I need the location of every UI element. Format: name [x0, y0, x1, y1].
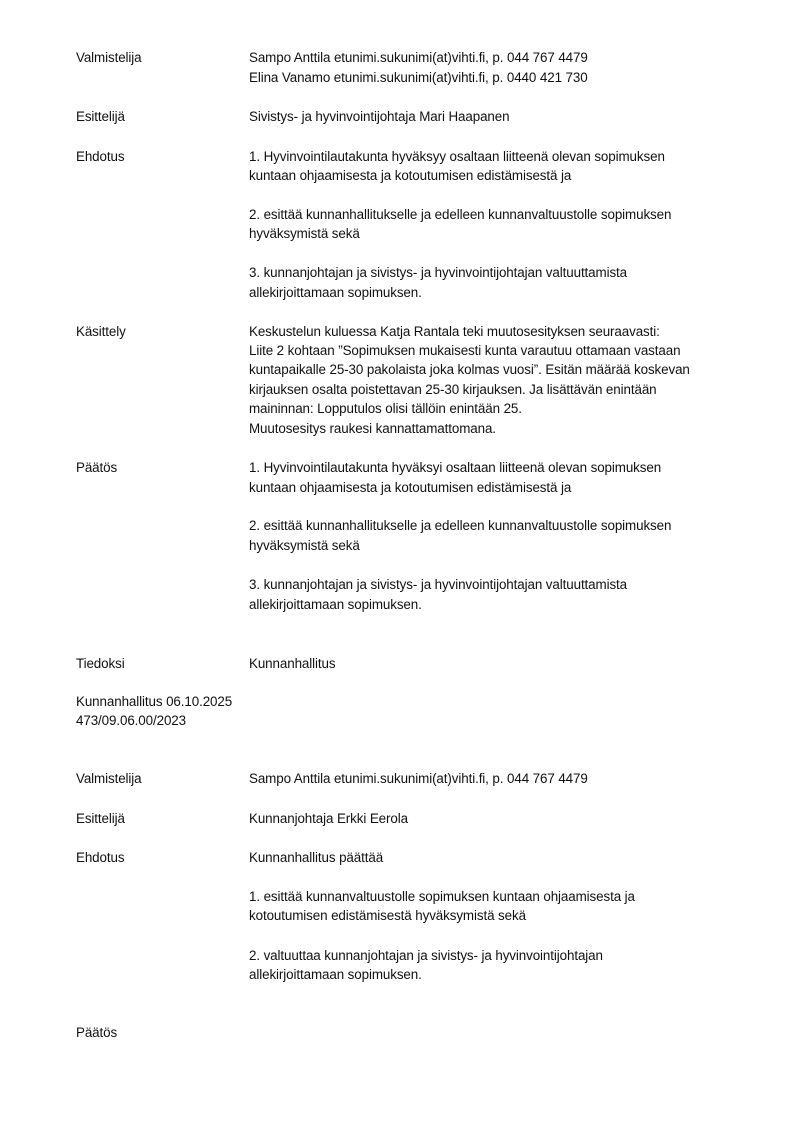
kasittely-line-5: maininnan: Lopputulos olisi tällöin enintään 25.	[249, 401, 522, 416]
ehdotus-item-3-line-1: 3. kunnanjohtajan ja sivistys- ja hyvinvointijohtajan valtuuttamista	[249, 265, 628, 280]
ehdotus-label: Ehdotus	[76, 149, 125, 164]
valmistelija-label: Valmistelija	[76, 50, 142, 65]
kasittely-line-6: Muutosesitys raukesi kannattamattomana.	[249, 421, 496, 436]
ehdotus-item-3-line-2: allekirjoittamaan sopimuksen.	[249, 285, 422, 300]
ehdotus-item-1-line-1: 1. Hyvinvointilautakunta hyväksyy osaltaan liitteenä olevan sopimuksen	[249, 149, 665, 164]
kasittely-label: Käsittely	[76, 324, 126, 339]
ehdotus-2-item-2-line-1: 2. valtuuttaa kunnanjohtajan ja sivistys- ja hyvinvointijohtajan	[249, 948, 603, 963]
kasittely-line-2: Liite 2 kohtaan ”Sopimuksen mukaisesti kunta varautuu ottamaan vastaan	[249, 343, 681, 358]
valmistelija-line-1: Sampo Anttila etunimi.sukunimi(at)vihti.fi, p. 044 767 4479	[249, 50, 588, 65]
paatos-item-1-line-1: 1. Hyvinvointilautakunta hyväksyi osaltaan liitteenä olevan sopimuksen	[249, 460, 662, 475]
valmistelija-line-2: Elina Vanamo etunimi.sukunimi(at)vihti.fi, p. 0440 421 730	[249, 70, 588, 85]
esittelija-value: Sivistys- ja hyvinvointijohtaja Mari Haapanen	[249, 109, 510, 124]
paatos-item-3-line-1: 3. kunnanjohtajan ja sivistys- ja hyvinvointijohtajan valtuuttamista	[249, 577, 628, 592]
tiedoksi-value: Kunnanhallitus	[249, 656, 336, 671]
ehdotus-2-item-2-line-2: allekirjoittamaan sopimuksen.	[249, 967, 422, 982]
esittelija-2-label: Esittelijä	[76, 811, 125, 826]
kasittely-line-4: kirjauksen osalta poistettavan 25-30 kirjauksen. Ja lisättävän enintään	[249, 382, 657, 397]
ehdotus-item-2-line-2: hyväksymistä sekä	[249, 226, 360, 241]
esittelija-label: Esittelijä	[76, 109, 125, 124]
record-number: 473/09.06.00/2023	[76, 713, 186, 728]
paatos-item-2-line-1: 2. esittää kunnanhallitukselle ja edelleen kunnanvaltuustolle sopimuksen	[249, 518, 672, 533]
ehdotus-item-2-line-1: 2. esittää kunnanhallitukselle ja edelleen kunnanvaltuustolle sopimuksen	[249, 207, 672, 222]
paatos-2-label: Päätös	[76, 1025, 118, 1040]
ehdotus-2-label: Ehdotus	[76, 850, 125, 865]
ehdotus-item-1-line-2: kuntaan ohjaamisesta ja kotoutumisen edistämisestä ja	[249, 168, 572, 183]
meeting-heading: Kunnanhallitus 06.10.2025	[76, 694, 233, 709]
ehdotus-2-item-1-line-1: 1. esittää kunnanvaltuustolle sopimuksen kuntaan ohjaamisesta ja	[249, 889, 635, 904]
esittelija-2-value: Kunnanjohtaja Erkki Eerola	[249, 811, 408, 826]
paatos-label: Päätös	[76, 460, 118, 475]
valmistelija-2-label: Valmistelija	[76, 771, 142, 786]
kasittely-line-3: kuntapaikalle 25-30 pakolaista joka kolmas vuosi”. Esitän määrää koskevan	[249, 362, 690, 377]
ehdotus-2-item-1-line-2: kotoutumisen edistämisestä hyväksymistä sekä	[249, 908, 526, 923]
paatos-item-2-line-2: hyväksymistä sekä	[249, 538, 360, 553]
paatos-item-3-line-2: allekirjoittamaan sopimuksen.	[249, 597, 422, 612]
ehdotus-2-intro: Kunnanhallitus päättää	[249, 850, 384, 865]
paatos-item-1-line-2: kuntaan ohjaamisesta ja kotoutumisen edistämisestä ja	[249, 480, 572, 495]
tiedoksi-label: Tiedoksi	[76, 656, 125, 671]
kasittely-line-1: Keskustelun kuluessa Katja Rantala teki muutosesityksen seuraavasti:	[249, 324, 660, 339]
valmistelija-2-value: Sampo Anttila etunimi.sukunimi(at)vihti.fi, p. 044 767 4479	[249, 771, 588, 786]
